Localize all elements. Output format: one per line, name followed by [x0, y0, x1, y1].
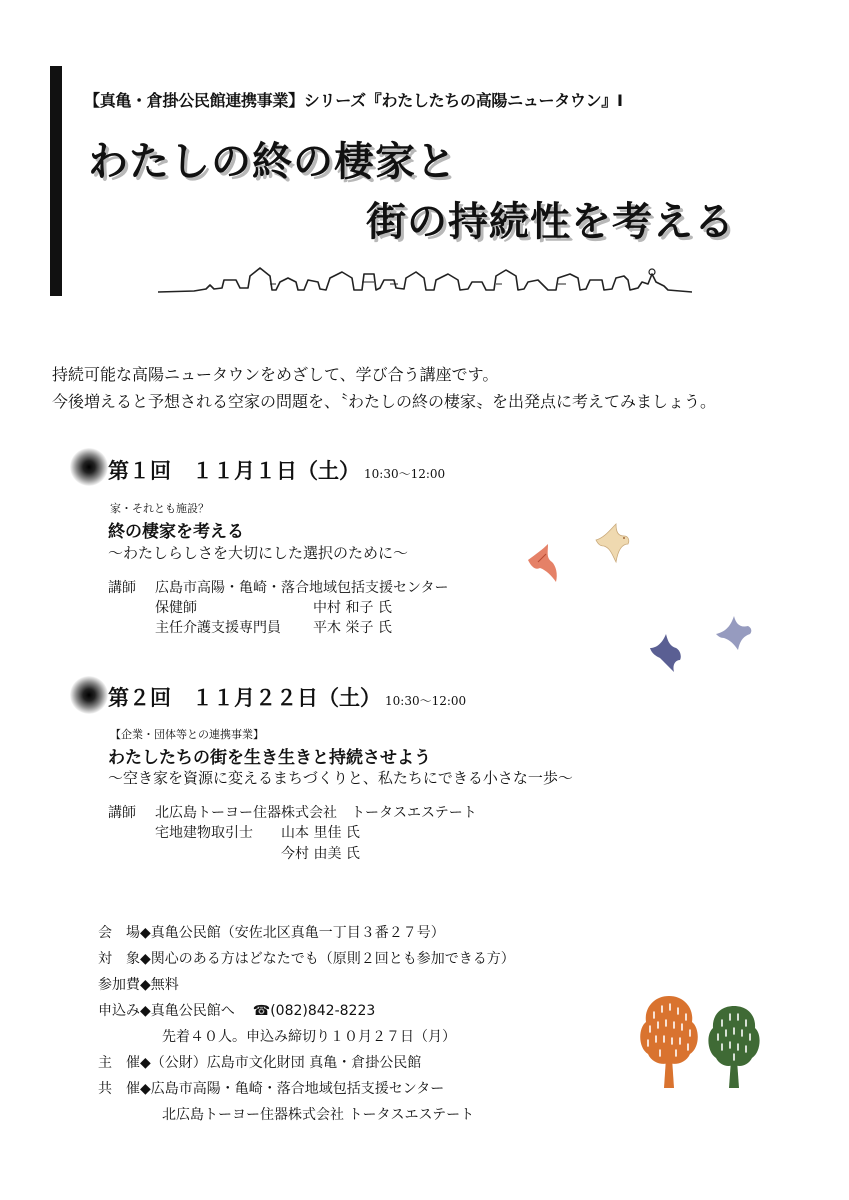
session1-tag: 家・それとも施設？ [110, 502, 209, 515]
intro-line2: 今後増えると予想される空家の問題を、〝わたしの終の棲家〟を出発点に考えてみましょう。 [52, 392, 717, 411]
session1-lecturer-name: 平木 栄子 氏 [313, 620, 392, 636]
session2-bullet [70, 676, 108, 714]
apply-info [98, 1000, 375, 1020]
cohost-info-2: 北広島トーヨー住器株式会社 トータスエステート [162, 1107, 475, 1123]
accent-bar [50, 66, 62, 296]
host-info: 主 催◆（公財）広島市文化財団 真亀・倉掛公民館 [98, 1055, 422, 1071]
bird-icon [526, 540, 562, 584]
session2-lecturer-label: 講師 [108, 805, 136, 821]
session2-lecturer-name: 山本 里佳 氏 [281, 825, 360, 841]
skyline-illustration [158, 262, 692, 302]
page-title-line1: わたしの終の棲家と [88, 139, 457, 185]
fee-info: 参加費◆無料 [98, 977, 179, 993]
session2-date: 第２回 １１月２２日（土） [108, 686, 381, 710]
phone-number: ☎(082)842-8223 [252, 1003, 376, 1019]
session1-heading [108, 455, 445, 485]
session2-lecturer-name: 今村 由美 氏 [281, 846, 360, 862]
target-info: 対 象◆関心のある方はどなたでも（原則２回とも参加できる方） [98, 951, 515, 967]
session2-heading [108, 682, 466, 712]
session1-lecturer-label: 講師 [108, 580, 136, 596]
tree-icon [636, 992, 702, 1090]
session2-lecturer-role: 宅地建物取引士 [155, 825, 253, 841]
apply-label: 申込み◆真亀公民館へ [98, 1003, 235, 1019]
series-label: 【真亀・倉掛公民館連携事業】シリーズ『わたしたちの高陽ニュータウン』Ⅰ [84, 91, 623, 110]
session1-lecturer-role: 主任介護支援専門員 [155, 620, 281, 636]
session2-tag: 【企業・団体等との連携事業】 [110, 728, 264, 741]
bird-icon [594, 522, 632, 564]
session1-date: 第１回 １１月１日（土） [108, 459, 360, 483]
session1-subsubtitle: 〜わたしらしさを大切にした選択のために〜 [108, 544, 409, 562]
session2-lecturer-org: 北広島トーヨー住器株式会社 トータスエステート [155, 805, 477, 821]
session2-subtitle: わたしたちの街を生き生きと持続させよう [108, 748, 431, 768]
session1-lecturer-name: 中村 和子 氏 [313, 600, 392, 616]
session1-bullet [70, 448, 108, 486]
bird-icon [714, 612, 754, 652]
session2-subsubtitle: 〜空き家を資源に変えるまちづくりと、私たちにできる小さな一歩〜 [108, 769, 573, 787]
venue-info: 会 場◆真亀公民館（安佐北区真亀一丁目３番２７号） [98, 925, 445, 941]
session1-lecturer-org: 広島市高陽・亀崎・落合地域包括支援センター [155, 580, 449, 596]
session1-time: 10:30〜12:00 [364, 467, 446, 481]
session2-time: 10:30〜12:00 [385, 694, 467, 708]
session1-subtitle: 終の棲家を考える [108, 522, 244, 542]
page-title-line2: 街の持続性を考える [366, 199, 735, 245]
apply-note: 先着４０人。申込み締切り１０月２７日（月） [162, 1029, 456, 1045]
cohost-info: 共 催◆広島市高陽・亀崎・落合地域包括支援センター [98, 1081, 445, 1097]
bird-icon [648, 630, 684, 674]
intro-line1: 持続可能な高陽ニュータウンをめざして、学び合う講座です。 [52, 365, 499, 384]
session1-lecturer-role: 保健師 [155, 600, 197, 616]
tree-icon [704, 1002, 764, 1090]
